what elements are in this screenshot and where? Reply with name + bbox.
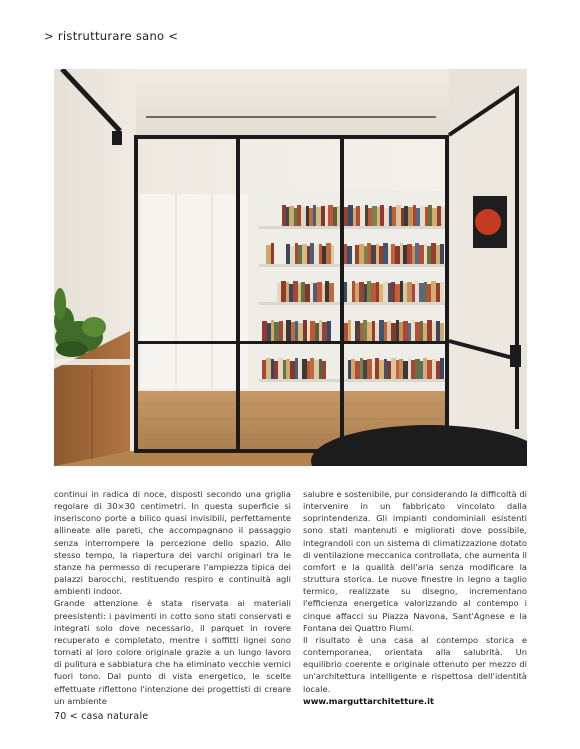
page-footer: 70 < casa naturale [54,711,149,722]
article-paragraph: continui in radica di noce, disposti secondo una griglia regolare di 30×30 centimetri. In questa superficie si inseriscono porte a bilico quasi invisibili, perfettamente allineate alle pareti, che accompagnano il passaggio senza interrompere la percezione dello spazio. Allo stesso tempo, la riapertura dei varchi originari tra le stanze ha permesso di recuperare l'ampiezza tipica dei palazzi barocchi, restituendo respiro e continuità agli ambienti indoor. [54,489,291,597]
section-header: > ristrutturare sano < [44,29,179,43]
article-paragraph: salubre e sostenibile, pur considerando la difficoltà di intervenire in un fabbricato vincolato dalla soprintendenza. Gli impianti condominiali esistenti sono stati mantenuti e migliorati dove possibile, integrandoli con un sistema di climatizzazione dotato di ventilazione meccanica controllata, che aumenta il comfort e la qualità dell'aria senza modificare la struttura storica. Le nuove finestre in legno a taglio termico, realizzate su disegno, incrementano l'efficienza energetica valorizzando al contempo i cinque affacci su Piazza Navona, Sant'Agnese e la Fontana dei Quattro Fiumi. [303,489,527,633]
article-paragraph: Grande attenzione è stata riservata ai materiali preesistenti: i pavimenti in cotto sono stati conservati e integrati solo dove necessario, il parquet in rovere recuperato e completato, mentre i soffitti lignei sono tornati al loro colore originale grazie a un lungo lavoro di pulitura e sabbiatura che ha eliminato vecchie vernici fuori tono. Dal punto di vista energetico, le scelte effettuate riflettono l'intenzione dei progettisti di creare un ambiente [54,598,291,706]
article-paragraph: Il risultato è una casa al contempo storica e contemporanea, orientata alla salubrità. Un equilibrio coerente e originale ottenuto per mezzo di un'architettura intelligente e rispettosa dell'identità locale. [303,634,527,694]
website-link[interactable]: www.marguttarchitetture.it [303,695,434,706]
article-column-left [54,488,291,707]
article-column-right [303,488,527,707]
article-photo [54,69,527,466]
interior-photo-illustration [54,69,527,466]
